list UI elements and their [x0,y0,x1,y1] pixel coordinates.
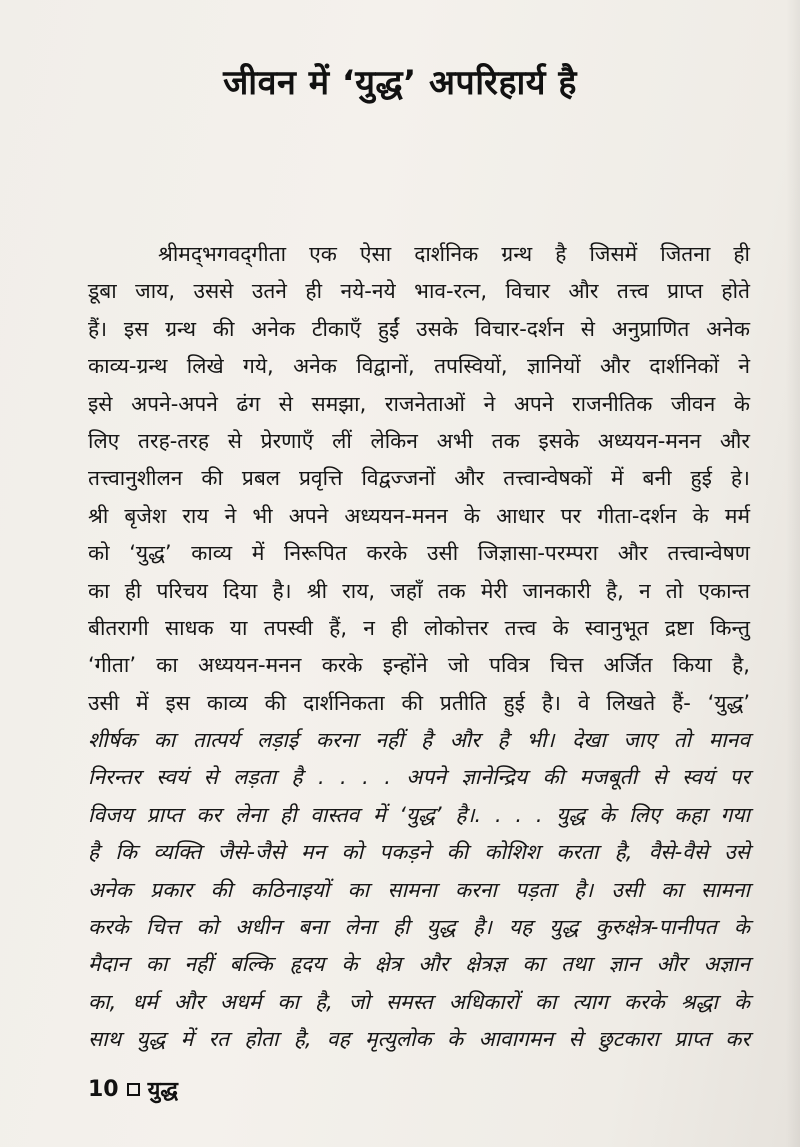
quoted-text-line: मैदान का नहीं बल्कि हृदय के क्षेत्र और क्षेत्रज्ञ का तथा ज्ञान और अज्ञान [88,952,750,977]
text-line: लिए तरह-तरह से प्रेरणाएँ लीं लेकिन अभी तक इसके अध्ययन-मनन और [88,428,750,453]
text-line: हैं। इस ग्रन्थ की अनेक टीकाएँ हुईं उसके विचार-दर्शन से अनुप्राणित अनेक [88,316,750,341]
text-line: इसे अपने-अपने ढंग से समझा, राजनेताओं ने अपने राजनीतिक जीवन के [88,391,750,416]
page-number: 10 [88,1076,119,1102]
quoted-text-line: का, धर्म और अधर्म का है, जो समस्त अधिकारों का त्याग करके श्रद्धा के [88,989,750,1014]
text-line: बीतरागी साधक या तपस्वी हैं, न ही लोकोत्तर तत्त्व के स्वानुभूत द्रष्टा किन्तु [88,615,750,640]
text-line: का ही परिचय दिया है। श्री राय, जहाँ तक मेरी जानकारी है, न तो एकान्त [88,578,750,603]
text-line: ‘गीता’ का अध्ययन-मनन करके इन्होंने जो पवित्र चित्त अर्जित किया है, [88,653,750,678]
quoted-text-line: करके चित्त को अधीन बना लेना ही युद्ध है। यह युद्ध कुरुक्षेत्र-पानीपत के [88,915,750,940]
running-title: युद्ध [147,1078,178,1103]
quoted-text-line: विजय प्राप्त कर लेना ही वास्तव में ‘युद्ध’ है।. . . . युद्ध के लिए कहा गया [88,802,750,827]
quoted-text-line: निरन्तर स्वयं से लड़ता है . . . . अपने ज्ञानेन्द्रिय की मजबूती से स्वयं पर [88,765,750,790]
quoted-text-line: अनेक प्रकार की कठिनाइयों का सामना करना पड़ता है। उसी का सामना [88,877,750,902]
page-edge-shadow [786,0,800,1147]
text-line: श्रीमद्‌भगवद्‌गीता एक ऐसा दार्शनिक ग्रन्थ है जिसमें जितना ही [158,242,750,266]
square-bullet-icon [127,1083,140,1096]
quoted-text-line: शीर्षक का तात्पर्य लड़ाई करना नहीं है और है भी। देखा जाए तो मानव [88,728,750,753]
chapter-title: जीवन में ‘युद्ध’ अपरिहार्य है [223,63,577,103]
text-line: काव्य-ग्रन्थ लिखे गये, अनेक विद्वानों, तपस्वियों, ज्ञानियों और दार्शनिकों ने [88,354,750,379]
body-text [88,236,750,1059]
text-line: डूबा जाय, उससे उतने ही नये-नये भाव-रत्न, विचार और तत्त्व प्राप्त होते [88,279,750,304]
text-line: श्री बृजेश राय ने भी अपने अध्ययन-मनन के आधार पर गीता-दर्शन के मर्म [88,503,750,528]
text-line: को ‘युद्ध’ काव्य में निरूपित करके उसी जिज्ञासा-परम्परा और तत्त्वान्वेषण [88,541,750,566]
text-line: उसी में इस काव्य की दार्शनिकता की प्रतीति हुई है। वे लिखते हैं- ‘युद्ध’ [88,690,750,715]
quoted-text-line: है कि व्यक्ति जैसे-जैसे मन को पकड़ने की कोशिश करता है, वैसे-वैसे उसे [88,840,750,865]
page-footer [88,1074,178,1104]
text-line: तत्त्वानुशीलन की प्रबल प्रवृत्ति विद्वज्जनों और तत्त्वान्वेषकों में बनी हुई हे। [88,466,750,491]
quoted-text-line: साथ युद्ध में रत होता है, वह मृत्युलोक के आवागमन से छुटकारा प्राप्त कर [88,1027,750,1052]
